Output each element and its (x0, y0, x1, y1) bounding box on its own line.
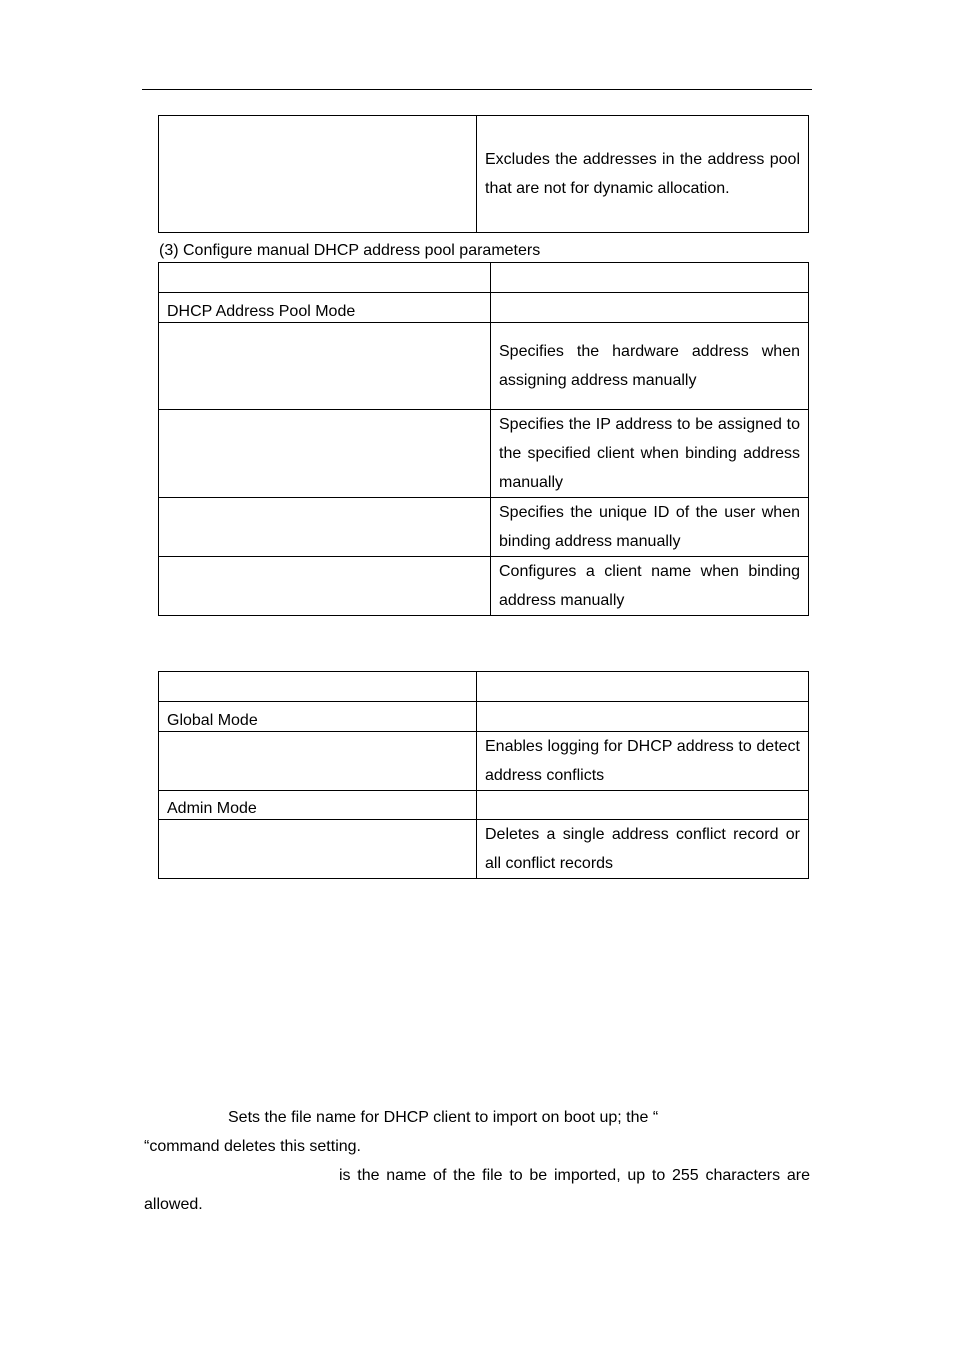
parameter-text: is the name of the file to be imported, up to 255 characters are allowed. (144, 1167, 810, 1213)
exclusion-table (158, 115, 809, 233)
header-rule (142, 89, 812, 90)
description-cell (477, 791, 809, 820)
command-cell (159, 323, 491, 410)
command-cell (159, 732, 477, 791)
command-cell (159, 672, 477, 702)
description-cell: Excludes the addresses in the address pool that are not for dynamic allocation. (477, 116, 809, 233)
usage-text-continued: “command deletes this setting. (144, 1138, 361, 1155)
description-cell: Deletes a single address conflict record or all conflict records (477, 820, 809, 879)
description-cell: Specifies the unique ID of the user when binding address manually (491, 498, 809, 557)
mode-label: DHCP Address Pool Mode (159, 293, 491, 323)
parameter-paragraph (144, 1161, 810, 1219)
conflict-logging-table (158, 671, 809, 879)
command-cell (159, 410, 491, 498)
description-cell: Configures a client name when binding address manually (491, 557, 809, 616)
description-cell (477, 702, 809, 732)
description-cell (491, 263, 809, 293)
description-cell (477, 672, 809, 702)
description-cell: Enables logging for DHCP address to detect address conflicts (477, 732, 809, 791)
description-cell (491, 293, 809, 323)
usage-text: Sets the file name for DHCP client to import on boot up; the “ (228, 1109, 659, 1126)
manual-pool-table (158, 262, 809, 616)
command-cell (159, 263, 491, 293)
command-cell (159, 820, 477, 879)
mode-label: Global Mode (159, 702, 477, 732)
mode-label: Admin Mode (159, 791, 477, 820)
description-cell: Specifies the hardware address when assigning address manually (491, 323, 809, 410)
command-cell (159, 557, 491, 616)
command-cell (159, 116, 477, 233)
command-cell (159, 498, 491, 557)
usage-paragraph (144, 1103, 810, 1161)
section-caption: (3) Configure manual DHCP address pool parameters (159, 242, 541, 259)
description-cell: Specifies the IP address to be assigned to the specified client when binding address manually (491, 410, 809, 498)
